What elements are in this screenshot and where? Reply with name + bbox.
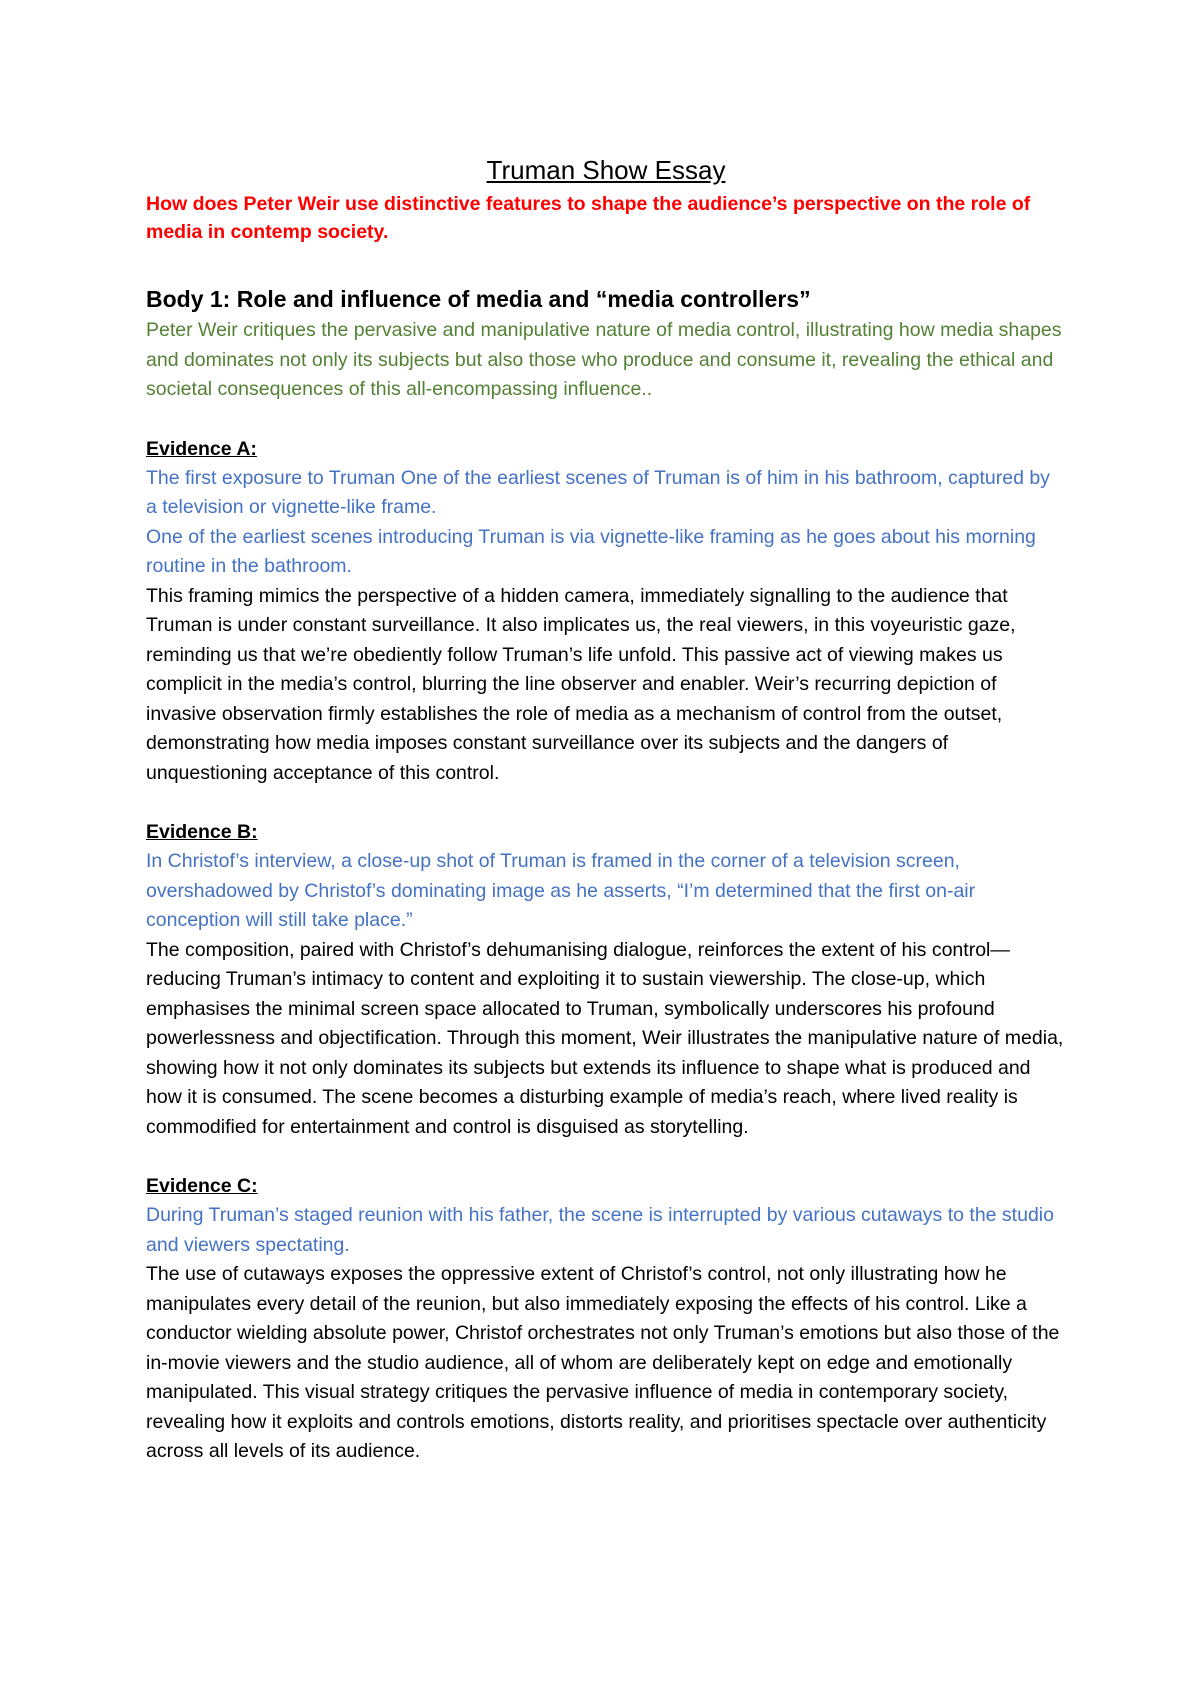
essay-question: How does Peter Weir use distinctive features to shape the audience’s perspective on the role of media in contemp society. <box>146 193 1031 243</box>
essay-title: Truman Show Essay <box>486 155 726 185</box>
body-1-heading: Body 1: Role and influence of media and “media controllers” <box>146 286 811 312</box>
evidence-a-analysis: This framing mimics the perspective of a hidden camera, immediately signalling to the audience that Truman is under constant surveillance. It also implicates us, the real viewers, in this voyeuristic gaze, reminding us that we’re obediently follow Truman’s life unfold. This passive act of viewing makes us complicit in the media’s control, blurring the line observer and enabler. Weir’s recurring depiction of invasive observation firmly establishes the role of media as a mechanism of control from the outset, demonstrating how media imposes constant surveillance over its subjects and the dangers of unquestioning acceptance of this control. <box>146 584 1016 784</box>
evidence-b-section <box>146 818 1066 1142</box>
evidence-c-heading: Evidence C: <box>146 1175 258 1197</box>
evidence-b-description: In Christof’s interview, a close-up shot of Truman is framed in the corner of a television screen, overshadowed by Christof’s dominating image as he asserts, “I’m determined that the first on-air conception will still take place.” <box>146 850 976 931</box>
evidence-a-heading: Evidence A: <box>146 437 257 460</box>
evidence-b-analysis: The composition, paired with Christof’s dehumanising dialogue, reinforces the extent of his control—reducing Truman’s intimacy to content and exploiting it to sustain viewership. The close-up, which emphasises the minimal screen space allocated to Truman, symbolically underscores his profound powerlessness and objectification. Through this moment, Weir illustrates the manipulative nature of media, showing how it not only dominates its subjects but extends its influence to shape what is produced and how it is consumed. The scene becomes a disturbing example of media’s reach, where lived reality is commodified for entertainment and control is disguised as storytelling. <box>146 938 1064 1138</box>
evidence-c-section <box>146 1172 1066 1467</box>
document-content <box>146 140 1066 1497</box>
evidence-c-description: During Truman’s staged reunion with his father, the scene is interrupted by various cutaways to the studio and viewers spectating. <box>146 1204 1054 1256</box>
evidence-a-description-1: The first exposure to Truman One of the earliest scenes of Truman is of him in his bathroom, captured by a television or vignette-like frame. <box>146 466 1050 518</box>
evidence-a-description-2: One of the earliest scenes introducing Truman is via vignette-like framing as he goes about his morning routine in the bathroom. <box>146 525 1036 577</box>
evidence-b-heading: Evidence B: <box>146 821 258 843</box>
body-1-thesis: Peter Weir critiques the pervasive and manipulative nature of media control, illustrating how media shapes and dominates not only its subjects but also those who produce and consume it, revealing the ethical and societal consequences of this all-encompassing influence.. <box>146 319 1062 400</box>
evidence-c-analysis: The use of cutaways exposes the oppressive extent of Christof’s control, not only illustrating how he manipulates every detail of the reunion, but also immediately exposing the effects of his control. Like a conductor wielding absolute power, Christof orchestrates not only Truman’s emotions but also those of the in-movie viewers and the studio audience, all of whom are deliberately kept on edge and emotionally manipulated. This visual strategy critiques the pervasive influence of media in contemporary society, revealing how it exploits and controls emotions, distorts reality, and prioritises spectacle over authenticity across all levels of its audience. <box>146 1263 1060 1462</box>
evidence-a-section <box>146 435 1066 789</box>
